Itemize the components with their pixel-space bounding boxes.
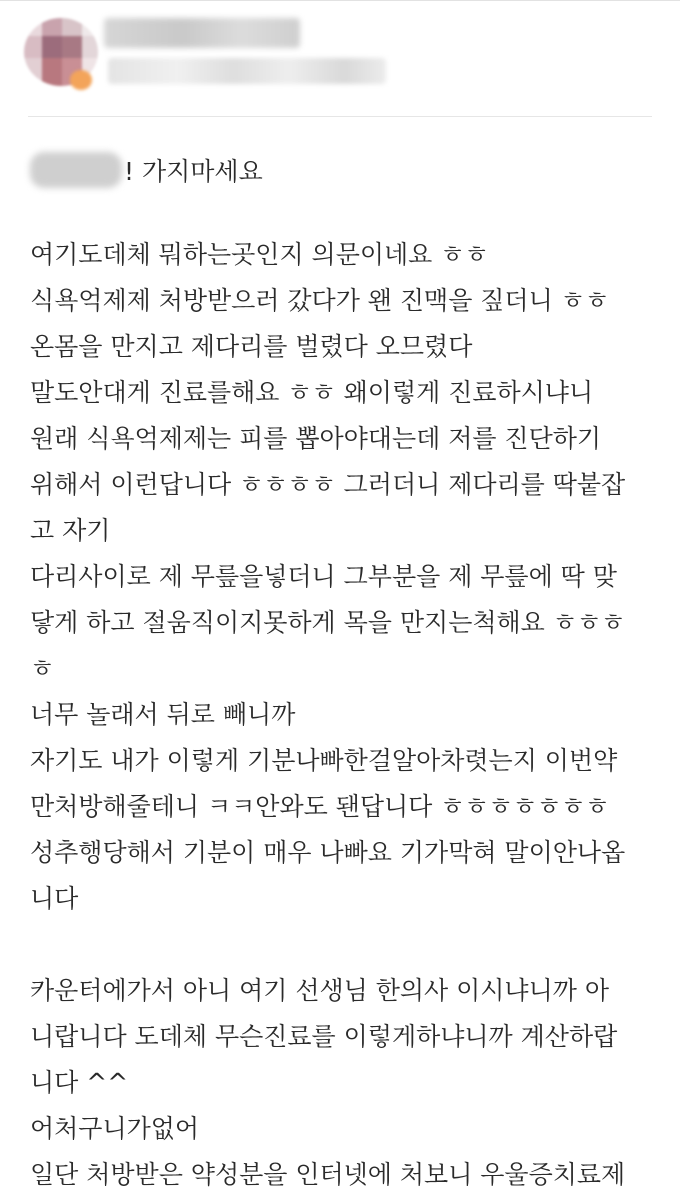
body-line: 원래 식욕억제제는 피를 뽑아야대는데 저를 진단하기	[30, 424, 602, 453]
body-line: 고 자기	[30, 516, 111, 545]
body-line: 카운터에가서 아니 여기 선생님 한의사 이시냐니까 아	[30, 976, 609, 1005]
paragraph-gap	[30, 922, 670, 968]
body-line: 니다 ^^	[30, 1068, 129, 1097]
body-line: 니랍니다 도데체 무슨진료를 이렇게하냐니까 계산하랍	[30, 1022, 618, 1051]
body-line: 성추행당해서 기분이 매우 나빠요 기가막혀 말이안나옵	[30, 838, 626, 867]
body-line: ㅎ	[30, 654, 55, 683]
body-line: 니다	[30, 884, 79, 913]
body-line: 위해서 이런답니다 ㅎㅎㅎㅎ 그러더니 제다리를 딱붙잡	[30, 470, 626, 499]
paragraph-2	[30, 968, 670, 1198]
body-line: 일단 처방받은 약성분을 인터넷에 처보니 우울증치료제	[30, 1160, 626, 1189]
body-line: 닿게 하고 절움직이지못하게 목을 만지는척해요 ㅎㅎㅎ	[30, 608, 626, 637]
title-redacted-part	[30, 152, 122, 188]
body-line: 여기도데체 뭐하는곳인지 의문이네요 ㅎㅎ	[30, 240, 489, 269]
post-author-header	[0, 0, 680, 118]
body-line: 만처방해줄테니 ㅋㅋ안와도 됀답니다 ㅎㅎㅎㅎㅎㅎㅎ	[30, 792, 610, 821]
body-line: 말도안대게 진료를해요 ㅎㅎ 왜이렇게 진료하시냐니	[30, 378, 594, 407]
post-meta-redacted	[108, 58, 386, 84]
body-line: 식욕억제제 처방받으러 갔다가 왠 진맥을 짚더니 ㅎㅎ	[30, 286, 609, 315]
body-line: 자기도 내가 이렇게 기분나빠한걸알아차렷는지 이번약	[30, 746, 618, 775]
paragraph-1	[30, 232, 670, 922]
header-divider	[28, 116, 652, 117]
body-line: 온몸을 만지고 제다리를 벌렸다 오므렸다	[30, 332, 473, 361]
body-line: 어처구니가없어	[30, 1114, 200, 1143]
author-name-redacted[interactable]	[104, 18, 300, 48]
post-body	[30, 232, 670, 1198]
post-title	[30, 150, 263, 190]
body-line: 다리사이로 제 무릎을넣더니 그부분을 제 무릎에 딱 맞	[30, 562, 617, 591]
post-title-text: ! 가지마세요	[124, 157, 263, 186]
avatar-badge-icon	[70, 70, 92, 90]
body-line: 너무 놀래서 뒤로 빼니까	[30, 700, 296, 729]
